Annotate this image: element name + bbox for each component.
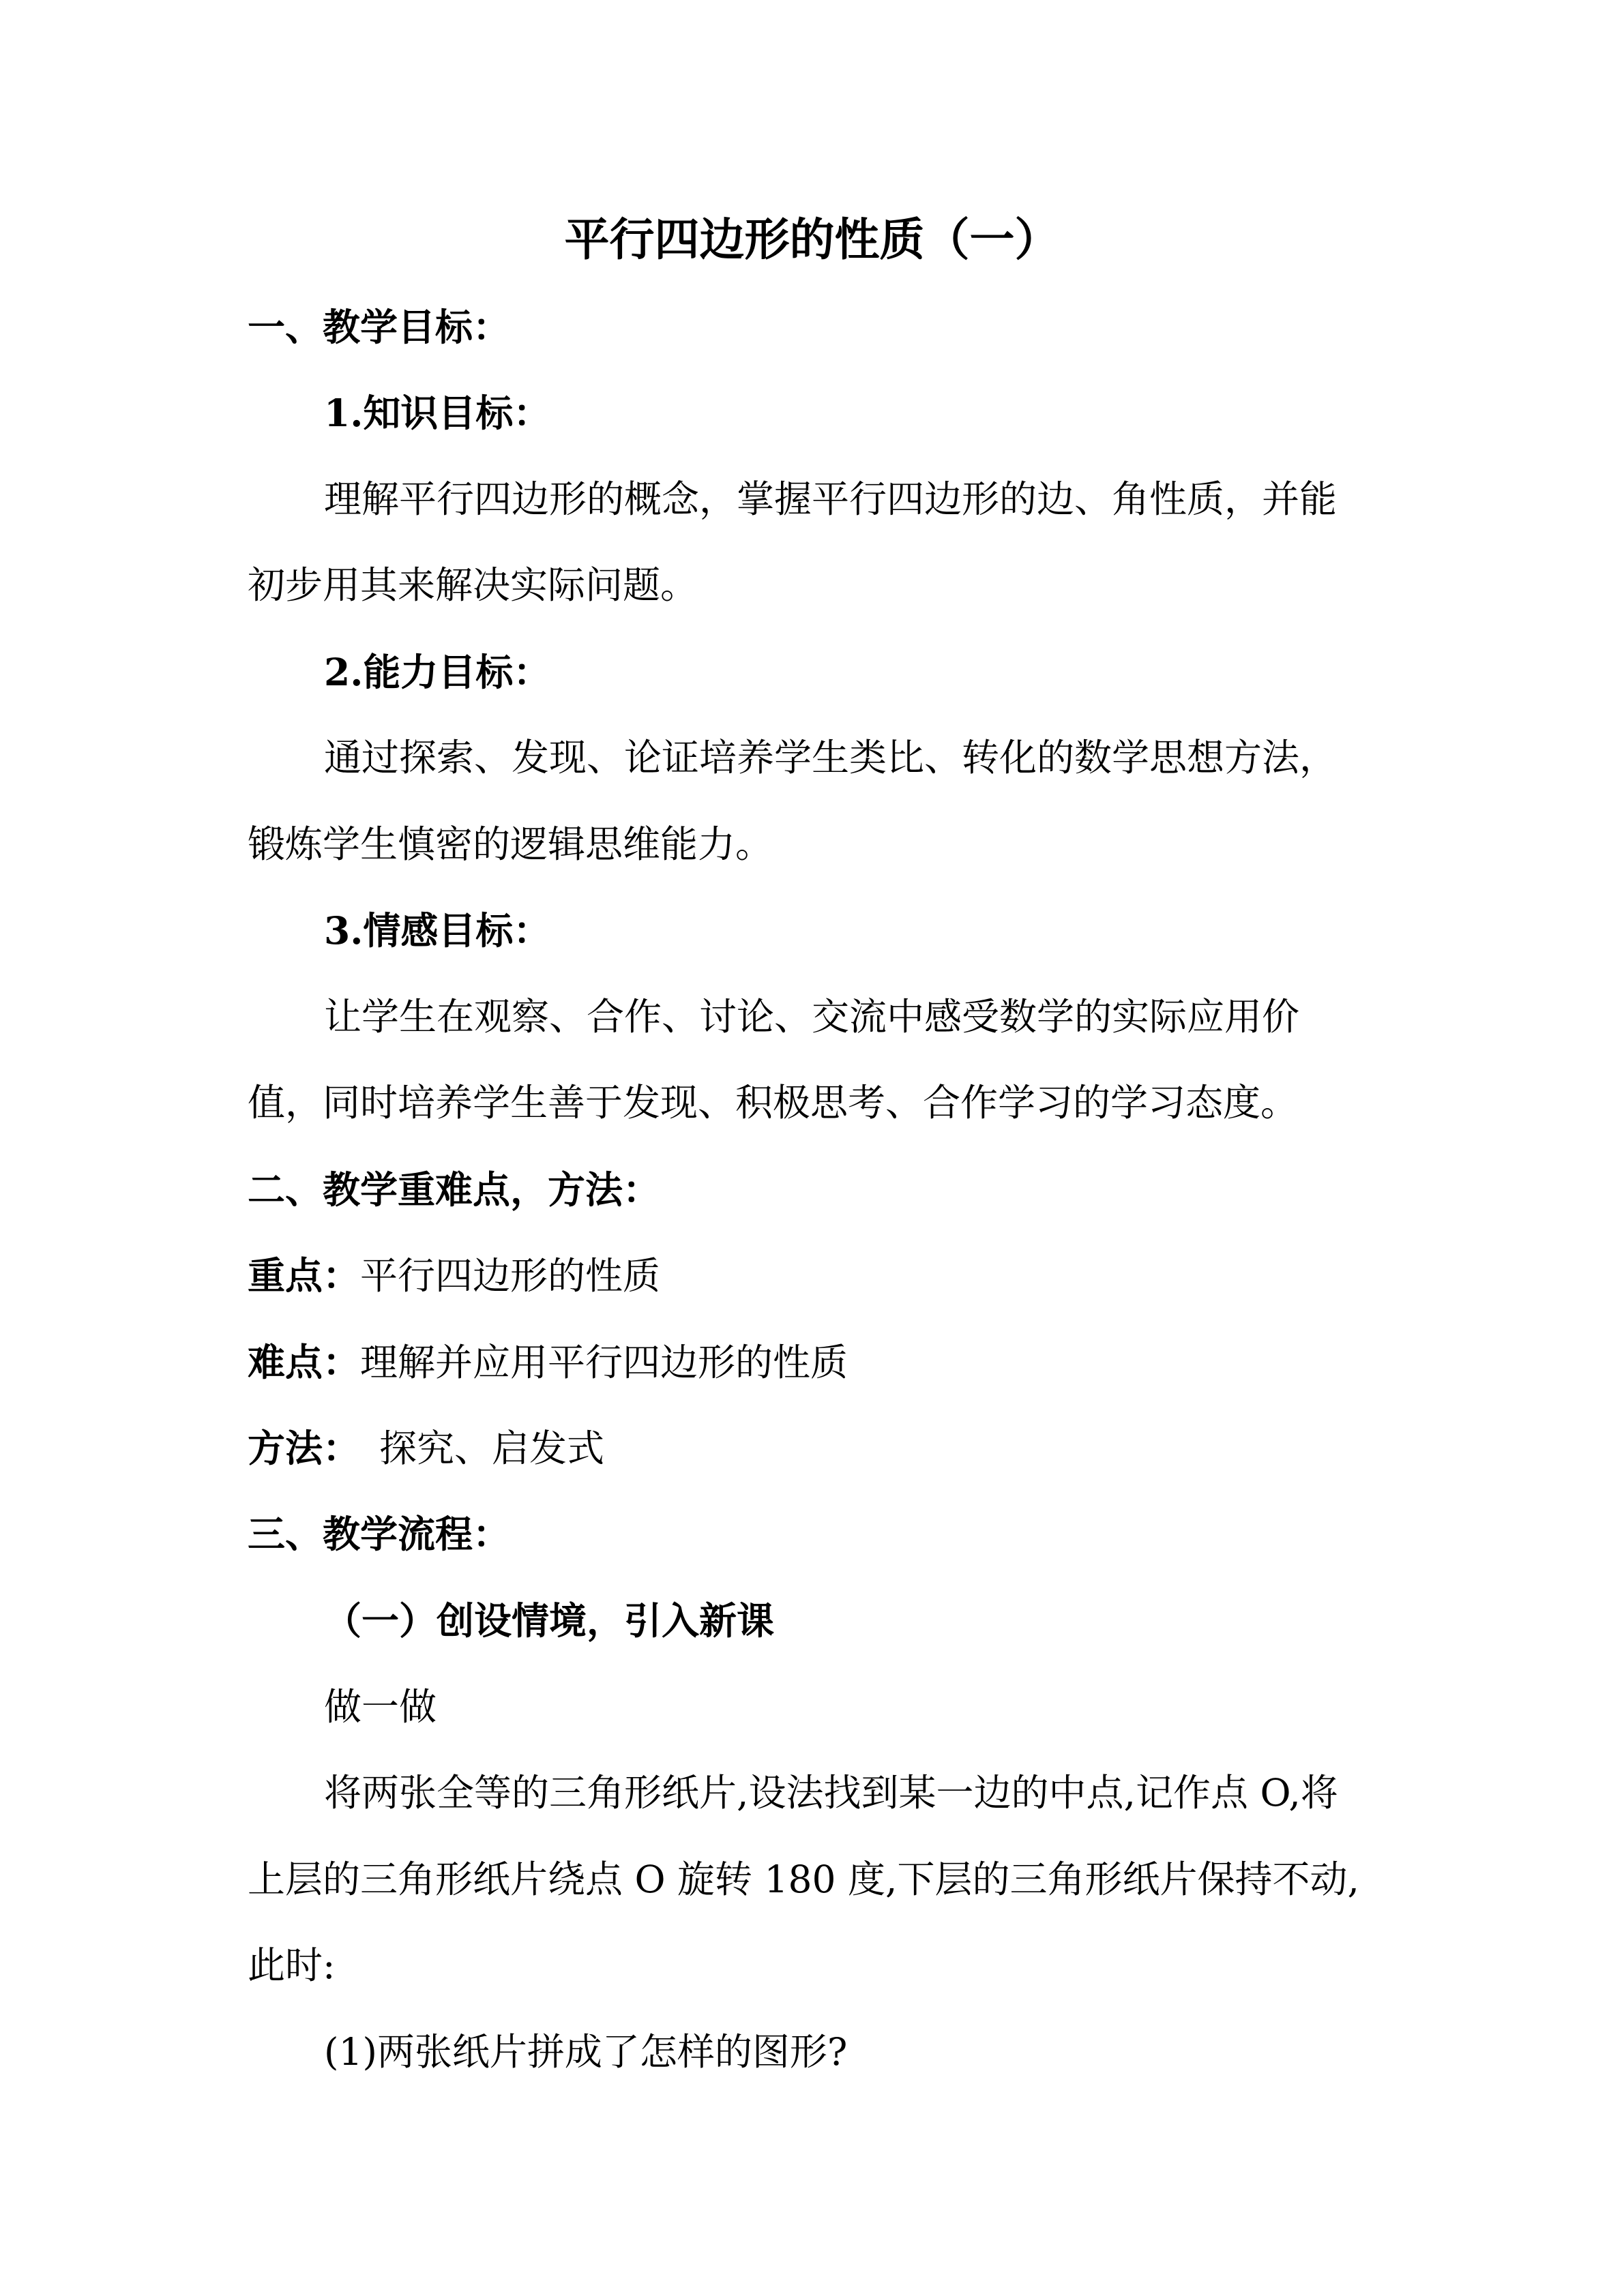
paragraph-line: 锻炼学生慎密的逻辑思维能力。 [248,822,773,866]
paragraph-line: 将两张全等的三角形纸片,设法找到某一边的中点,记作点 O,将 [324,1771,1338,1815]
key-point-text: 平行四边形的性质 [360,1254,661,1298]
subheading-ability-goal: 2.能力目标： [324,650,551,694]
section-heading-teaching-process: 三、教学流程： [248,1512,511,1556]
method-text: 探究、启发式 [379,1427,605,1470]
paragraph-line: 初步用其来解决实际问题。 [248,563,698,607]
method-line [248,1426,605,1470]
subheading-emotion-goal: 3.情感目标： [324,908,551,953]
paragraph-line: 此时: [248,1943,336,1987]
difficult-point-label: 难点： [248,1340,361,1384]
difficult-point-text: 理解并应用平行四边形的性质 [360,1341,848,1384]
method-label: 方法： [248,1426,361,1470]
key-point-line [248,1253,661,1298]
key-point-label: 重点： [248,1253,361,1298]
difficult-point-line [248,1340,848,1384]
paragraph-line: 值，同时培养学生善于发现、积极思考、合作学习的学习态度。 [248,1081,1299,1124]
page-title: 平行四边形的性质（一） [564,213,1060,266]
section-heading-teaching-goals: 一、教学目标： [248,305,511,349]
question-item: (1)两张纸片拼成了怎样的图形? [324,2030,848,2074]
paragraph-line: 让学生在观察、合作、讨论、交流中感受数学的实际应用价 [324,995,1300,1039]
activity-label: 做一做 [324,1685,437,1729]
paragraph-line: 上层的三角形纸片绕点 O 旋转 180 度,下层的三角形纸片保持不动, [248,1858,1359,1901]
subheading-knowledge-goal: 1.知识目标： [324,391,551,435]
section-heading-key-points: 二、教学重难点，方法： [248,1167,661,1212]
subheading-part-one: （一）创设情境，引入新课 [324,1598,775,1643]
paragraph-line: 理解平行四边形的概念，掌握平行四边形的边、角性质，并能 [324,477,1338,521]
paragraph-line: 通过探索、发现、论证培养学生类比、转化的数学思想方法， [324,736,1338,779]
